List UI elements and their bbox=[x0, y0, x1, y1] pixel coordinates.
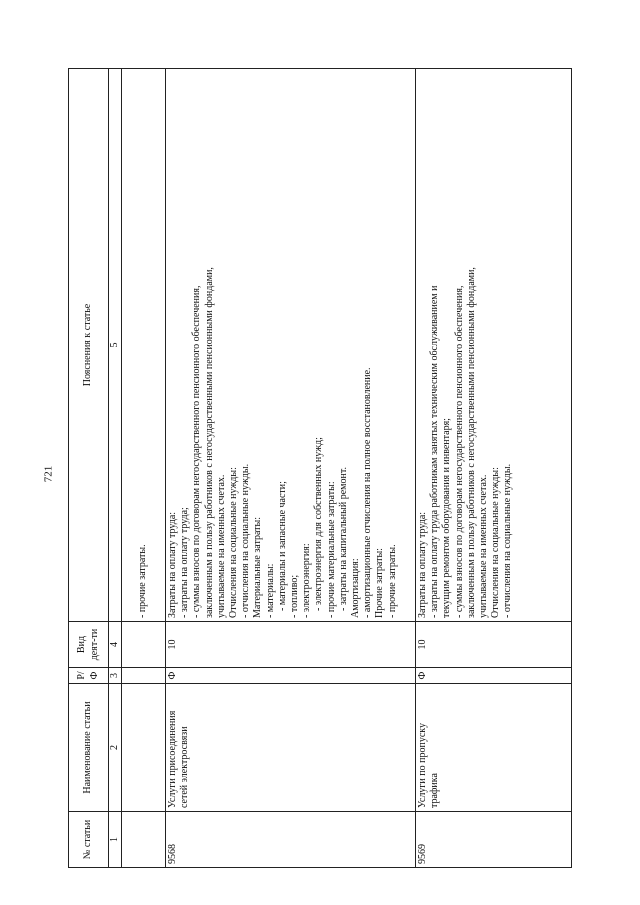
explanation-line: - затраты на капитальный ремонт. bbox=[337, 467, 349, 611]
explanation-line: - отчисления на социальные нужды. bbox=[502, 463, 514, 618]
rf-value: Ф bbox=[166, 668, 416, 684]
table-row-9568 bbox=[166, 69, 416, 868]
column-number: 4 bbox=[109, 622, 122, 668]
explanation-line: - электроэнергия для собственных нужд; bbox=[313, 437, 325, 611]
explanation-line: - отчисления на социальные нужды. bbox=[240, 463, 252, 618]
continuation-text bbox=[122, 69, 166, 622]
article-name: Услуги присоединения сетей электросвязи bbox=[166, 684, 416, 812]
column-number: 5 bbox=[109, 69, 122, 622]
column-number: 3 bbox=[109, 668, 122, 684]
explanations-cell bbox=[416, 69, 572, 622]
header-activity: Вид деят-ти bbox=[69, 622, 109, 668]
activity-value: 10 bbox=[166, 622, 416, 668]
rotated-table-wrapper bbox=[68, 68, 572, 868]
explanation-line: - затраты на оплату труда работникам занятых техническим обслуживанием и bbox=[429, 285, 441, 618]
explanation-line: Затраты на оплату труда: bbox=[167, 511, 178, 618]
cost-items-table bbox=[68, 68, 572, 868]
explanation-line: Затраты на оплату труда: bbox=[417, 511, 428, 618]
explanation-line: учитываемые на именных счетах. bbox=[478, 474, 490, 618]
article-number: 9569 bbox=[416, 812, 572, 868]
column-number-row bbox=[109, 69, 122, 868]
activity-value: 10 bbox=[416, 622, 572, 668]
page-number: 721 bbox=[42, 465, 55, 483]
explanation-line: учитываемые на именных счетах. bbox=[215, 474, 227, 618]
explanation-line: - топливо; bbox=[289, 574, 301, 618]
explanation-line: Отчисления на социальные нужды: bbox=[490, 467, 502, 618]
explanation-line: - амортизационные отчисления на полное восстановление. bbox=[362, 367, 374, 618]
article-name: Услуги по пропуску трафика bbox=[416, 684, 572, 812]
explanation-line: Отчисления на социальные нужды: bbox=[228, 467, 240, 618]
header-article-number: № статьи bbox=[69, 812, 109, 868]
explanation-line: - суммы взносов по договорам негосударственного пенсионного обеспечения, bbox=[191, 285, 203, 618]
explanation-line: - суммы взносов по договорам негосударственного пенсионного обеспечения, bbox=[453, 285, 465, 618]
column-number: 1 bbox=[109, 812, 122, 868]
explanation-line: текущим ремонтом оборудования и инвентаря; bbox=[441, 418, 453, 618]
explanation-line: - материалы: bbox=[264, 563, 276, 618]
explanation-line: Прочие затраты: bbox=[374, 548, 386, 618]
rf-value: Ф bbox=[416, 668, 572, 684]
header-explanations: Пояснения к статье bbox=[69, 69, 109, 622]
article-number: 9568 bbox=[166, 812, 416, 868]
explanation-line: - прочие затраты. bbox=[386, 544, 398, 618]
explanation-line: Материальные затраты: bbox=[252, 517, 264, 618]
header-row bbox=[69, 69, 109, 868]
explanation-line: - материалы и запасные части; bbox=[276, 481, 288, 611]
explanation-line: заключенным в пользу работников с негосударственными пенсионными фондами, bbox=[203, 267, 215, 618]
header-article-name: Наименование статьи bbox=[69, 684, 109, 812]
explanation-line: - прочие затраты. bbox=[137, 544, 149, 618]
explanation-line: - затраты на оплату труда; bbox=[179, 507, 191, 618]
explanation-line: заключенным в пользу работников с негосударственными пенсионными фондами, bbox=[465, 267, 477, 618]
continuation-row bbox=[122, 69, 166, 868]
table-row-9569 bbox=[416, 69, 572, 868]
explanation-line: - электроэнергия: bbox=[301, 543, 313, 618]
explanation-line: - прочие материальные затраты: bbox=[325, 481, 337, 618]
explanation-line: Амортизация: bbox=[350, 558, 362, 618]
header-rf: Р/Ф bbox=[69, 668, 109, 684]
explanations-cell bbox=[166, 69, 416, 622]
column-number: 2 bbox=[109, 684, 122, 812]
